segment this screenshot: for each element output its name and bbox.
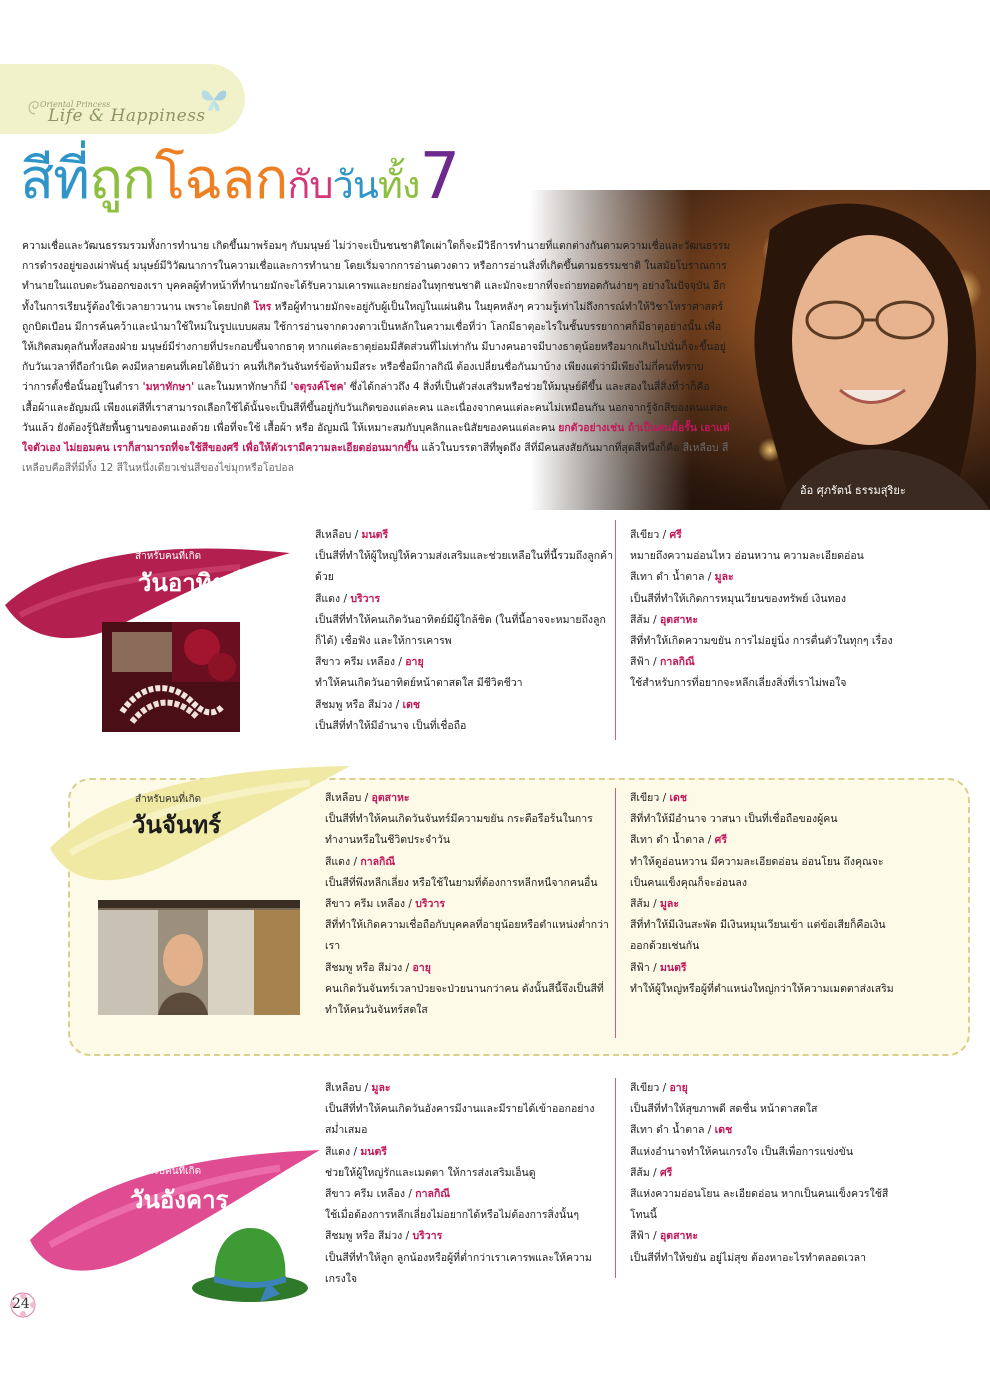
color-description: ใช้สำหรับการที่อยากจะหลีกเลี่ยงสิ่งที่เราไม่พอใจ bbox=[630, 677, 847, 690]
intro-highlight-1: โหร bbox=[253, 300, 272, 313]
color-description: ทำให้คนเกิดวันอาทิตย์หน้าตาสดใส มีชีวิตชีวา bbox=[315, 677, 523, 690]
color-entry: สีฟ้า / อุตสาหะ bbox=[630, 1230, 698, 1243]
keyword: มนตรี bbox=[360, 1145, 387, 1158]
keyword: เดช bbox=[669, 792, 687, 804]
color-entry: สีขาว ครีม เหลือง / บริวาร bbox=[325, 898, 445, 911]
keyword: มูละ bbox=[714, 571, 734, 584]
keyword: มูละ bbox=[659, 898, 679, 911]
color-description: ทำให้ผู้ใหญ่หรือผู้ที่ตำแหน่งใหญ่กว่าให้ความเมตตาส่งเสริม bbox=[630, 982, 894, 995]
color-description: คนเกิดวันจันทร์เวลาป่วยจะป่วยนานกว่าคน ดังนั้นสีนี้จึงเป็นสีที่ทำให้คนวันจันทร์สดใส bbox=[325, 982, 604, 1017]
tuesday-left-column bbox=[325, 1078, 615, 1290]
keyword: บริวาร bbox=[415, 898, 445, 911]
color-entry: สีเขียว / เดช bbox=[630, 792, 687, 804]
color-description: เป็นสีที่ทำให้คนเกิดวันอาทิตย์มีผู้ใกล้ชิด (ในที่นี้อาจจะหมายถึงลูกก็ได้) เชื่อฟัง และให้การเคารพ bbox=[315, 613, 606, 648]
color-description: ใช้เมื่อต้องการหลีกเลี่ยงไม่อยากได้หรือไม่ต้องการสิ่งนั้นๆ bbox=[325, 1209, 579, 1222]
intro-highlight-3: 'จตุรงค์โชค' bbox=[290, 381, 347, 394]
color-description: เป็นสีที่ทำให้ผู้ใหญ่ให้ความส่งเสริมและช่วยเหลือในที่นี้รวมถึงลูกค้าด้วย bbox=[315, 550, 613, 584]
color-entry: สีเขียว / ศรี bbox=[630, 529, 682, 541]
intro-text-5: แล้วในบรรดาสีที่พูดถึง สีที่มีคนสงสัยกันมากที่สุดสีหนึ่งก็คือ bbox=[418, 442, 683, 455]
color-entry: สีชมพู หรือ สีม่วง / บริวาร bbox=[325, 1230, 443, 1243]
color-description: สีที่ทำให้เกิดความเชื่อถือกับบุคคลที่อายุน้อยหรือตำแหน่งต่ำกว่าเรา bbox=[325, 919, 609, 953]
article-title bbox=[20, 140, 459, 215]
butterfly-icon bbox=[198, 86, 230, 114]
color-entry: สีขาว ครีม เหลือง / อายุ bbox=[315, 656, 424, 669]
sunday-label: วันอาทิตย์ bbox=[138, 569, 242, 597]
sunday-label-small: สำหรับคนที่เกิด bbox=[135, 551, 202, 562]
keyword: กาลกิณี bbox=[415, 1188, 451, 1201]
color-description: สีแห่งอำนาจทำให้คนเกรงใจ เป็นสีเพื่อการแข่งขัน bbox=[630, 1145, 854, 1158]
keyword: เดช bbox=[402, 698, 421, 711]
monday-label-small: สำหรับคนที่เกิด bbox=[135, 794, 202, 805]
brand-small-text: Oriental Princess bbox=[40, 100, 111, 109]
color-description: สีที่ทำให้เกิดความขยัน การไม่อยู่นิ่ง การตื่นตัวในทุกๆ เรื่อง bbox=[630, 635, 893, 648]
tuesday-label-small: สำหรับคนที่เกิด bbox=[135, 1166, 202, 1177]
title-part-7: 7 bbox=[419, 140, 460, 214]
color-description: เป็นสีที่ทำให้สุขภาพดี สดชื่น หน้าตาสดใส bbox=[630, 1103, 818, 1116]
keyword: ศรี bbox=[659, 1166, 673, 1179]
keyword: เดช bbox=[714, 1124, 733, 1137]
color-name: สีส้ม bbox=[630, 613, 650, 626]
color-name: สีแดง bbox=[325, 1145, 351, 1158]
color-description: เป็นสีที่ทำให้คนเกิดวันอังคารมีงานและมีรายได้เข้าออกอย่างสม่ำเสมอ bbox=[325, 1103, 595, 1137]
intro-highlight-4: ยกตัวอย่างเช่น ถ้าเป็นคนดื้อรั้น เอาแต่ใจตัวเอง ไม่ยอมคน เราก็สามารถที่จะใช้สีของศรี เพื่อให้ตัวเรามีความละเอียดอ่อนมากขึ้น bbox=[22, 421, 730, 455]
color-name: สีเขียว bbox=[630, 1082, 660, 1094]
color-entry: สีฟ้า / มนตรี bbox=[630, 961, 687, 974]
color-entry: สีเทา ดำ น้ำตาล / มูละ bbox=[630, 571, 734, 584]
color-name: สีเขียว bbox=[630, 792, 660, 804]
keyword: อายุ bbox=[405, 656, 424, 669]
color-description: เป็นสีที่ทำให้ขยัน อยู่ไม่สุข ต้องหาอะไรทำตลอดเวลา bbox=[630, 1251, 867, 1264]
keyword: มูละ bbox=[371, 1082, 391, 1094]
title-part-2: ถูก bbox=[89, 147, 155, 212]
color-description: เป็นสีที่ทำให้มีอำนาจ เป็นที่เชื่อถือ bbox=[315, 719, 467, 732]
clothes-rack-image bbox=[98, 900, 300, 1015]
keyword: มนตรี bbox=[361, 529, 389, 541]
monday-left-column bbox=[325, 788, 615, 1021]
color-name: สีเทา ดำ น้ำตาล bbox=[630, 834, 705, 847]
color-description: สีที่ทำให้มีอำนาจ วาสนา เป็นที่เชื่อถือของผู้คน bbox=[630, 813, 838, 826]
intro-highlight-2: 'มหาทักษา' bbox=[142, 381, 195, 394]
title-part-3: โฉลก bbox=[154, 147, 288, 212]
color-name: สีเทา ดำ น้ำตาล bbox=[630, 571, 705, 584]
color-description: สีแห่งความอ่อนโยน ละเอียดอ่อน หากเป็นคนแข็งควรใช้สีโทนนี้ bbox=[630, 1188, 889, 1222]
color-description: เป็นสีที่ทำให้ลูก ลูกน้องหรือผู้ที่ต่ำกว่าเราเคารพและให้ความเกรงใจ bbox=[325, 1251, 592, 1285]
color-description: เป็นสีที่พึงหลีกเลี่ยง หรือใช้ในยามที่ต้องการหลีกหนีจากคนอื่น bbox=[325, 876, 598, 889]
tuesday-label: วันอังคาร bbox=[130, 1186, 229, 1214]
keyword: อุตสาหะ bbox=[659, 1230, 698, 1243]
color-name: สีเขียว bbox=[630, 529, 660, 541]
column-divider bbox=[615, 520, 616, 740]
intro-text-1: ความเชื่อและวัฒนธรรมรวมทั้งการทำนาย เกิดขึ้นมาพร้อมๆ กับมนุษย์ ไม่ว่าจะเป็นชนชาติใดเผ่าใดก็จะมีวิธีการทำนายที่แตกต่างกันตามความเชื่อและวัฒนธรรมการดำรงอยู่ของเผ่าพันธุ์ มนุษย์มีวิวัฒนาการในความเชื่อและการทำนาย โดยเริ่มจากการอ่านดวงดาว หรือการอ่านสิ่งที่เกิดขึ้นตามธรรมชาติ ในสมัยโบราณการทำนายในแถบตะวันออกของเรา บุคคลผู้ทำหน้าที่ทำนายมักจะได้รับความเคารพและยกย่องในทุกชนชาติ และมักจะยากที่จะถ่ายทอดกันง่ายๆ อย่างในปัจจุบัน อีกทั้งในการเรียนรู้ต้องใช้เวลายาวนาน เพราะโดยปกติ bbox=[22, 240, 731, 313]
column-divider bbox=[615, 1078, 616, 1278]
keyword: อุตสาหะ bbox=[659, 613, 698, 626]
photo-caption: อ้อ ศุภรัตน์ ธรรมสุริยะ bbox=[800, 484, 906, 497]
color-name: สีชมพู หรือ สีม่วง bbox=[325, 961, 403, 974]
keyword: กาลกิณี bbox=[659, 656, 695, 669]
title-part-1: สีที่ bbox=[20, 147, 90, 212]
color-name: สีเทา ดำ น้ำตาล bbox=[630, 1124, 705, 1137]
color-name: สีเหลือบ bbox=[325, 1082, 362, 1094]
color-name: สีขาว ครีม เหลือง bbox=[325, 898, 406, 911]
monday-label: วันจันทร์ bbox=[132, 811, 222, 839]
page-number: 24 bbox=[12, 1296, 30, 1312]
color-name: สีเหลือบ bbox=[315, 529, 352, 541]
color-name: สีชมพู หรือ สีม่วง bbox=[325, 1230, 403, 1243]
color-entry: สีชมพู หรือ สีม่วง / อายุ bbox=[325, 961, 431, 974]
keyword: ศรี bbox=[714, 834, 727, 847]
title-part-6: ทั้ง bbox=[377, 163, 420, 207]
color-name: สีแดง bbox=[325, 855, 351, 868]
intro-grey-note: สีเหลือบ สีเหลือบคือสีที่มีทั้ง 12 สีในหนึ่งเดียวเช่นสีของไข่มุกหรือโอปอล bbox=[22, 442, 729, 475]
color-entry: สีฟ้า / กาลกิณี bbox=[630, 656, 695, 669]
color-entry: สีเทา ดำ น้ำตาล / เดช bbox=[630, 1124, 733, 1137]
color-name: สีฟ้า bbox=[630, 961, 650, 974]
keyword: กาลกิณี bbox=[360, 855, 396, 868]
intro-paragraph bbox=[22, 236, 732, 478]
intro-text-3: และในมหาทักษาก็มี bbox=[194, 381, 291, 394]
color-entry: สีขาว ครีม เหลือง / กาลกิณี bbox=[325, 1188, 451, 1201]
monday-right-column bbox=[630, 788, 900, 1000]
keyword: ศรี bbox=[669, 529, 682, 541]
color-name: สีขาว ครีม เหลือง bbox=[315, 656, 396, 669]
keyword: มนตรี bbox=[659, 961, 687, 974]
color-name: สีส้ม bbox=[630, 1166, 650, 1179]
tuesday-right-column bbox=[630, 1078, 900, 1269]
color-entry: สีแดง / บริวาร bbox=[315, 592, 381, 605]
intro-text-4: ซึ่งได้กล่าวถึง 4 สิ่งที่เป็นตัวส่งเสริมหรือช่วยให้มนุษย์ดีขึ้น และสองในสี่สิ่งที่ว่าก็คือ เสื้อผ้าและอัญมณี เพียงแต่สีที่เราสามารถเลือกใช้ได้นั้นจะเป็นสีที่ขึ้นอยู่กับวันเกิดของแต่ละคน และเนื่องจากคนแต่ละคนไม่เหมือนกัน นอกจากรู้จักสีของคนแต่ละวันแล้ว ยังต้องรู้นิสัยพื้นฐานของตนเองด้วย เพื่อที่จะใช้ เสื้อผ้า หรือ อัญมณี ให้เหมาะสมกับบุคลิกและนิสัยของคนแต่ละคน bbox=[22, 381, 729, 434]
color-name: สีแดง bbox=[315, 592, 341, 605]
keyword: บริวาร bbox=[350, 592, 381, 605]
color-entry: สีเหลือบ / มูละ bbox=[325, 1082, 391, 1094]
color-name: สีขาว ครีม เหลือง bbox=[325, 1188, 406, 1201]
keyword: อายุ bbox=[412, 961, 431, 974]
color-entry: สีส้ม / มูละ bbox=[630, 898, 679, 911]
keyword: อุตสาหะ bbox=[371, 792, 410, 804]
keyword: บริวาร bbox=[412, 1230, 443, 1243]
color-entry: สีเขียว / อายุ bbox=[630, 1082, 688, 1094]
title-part-4: กับ bbox=[287, 163, 333, 207]
column-divider bbox=[615, 788, 616, 1038]
color-entry: สีเหลือบ / มนตรี bbox=[315, 529, 389, 541]
sunday-left-column bbox=[315, 525, 615, 737]
color-entry: สีเทา ดำ น้ำตาล / ศรี bbox=[630, 834, 727, 847]
color-entry: สีแดง / กาลกิณี bbox=[325, 855, 396, 868]
green-hat-image bbox=[190, 1218, 310, 1306]
color-name: สีฟ้า bbox=[630, 656, 650, 669]
sunday-right-column bbox=[630, 525, 900, 695]
title-part-5: วัน bbox=[332, 163, 378, 207]
color-entry: สีแดง / มนตรี bbox=[325, 1145, 387, 1158]
color-entry: สีชมพู หรือ สีม่วง / เดช bbox=[315, 698, 421, 711]
color-name: สีส้ม bbox=[630, 898, 650, 911]
color-entry: สีเหลือบ / อุตสาหะ bbox=[325, 792, 410, 804]
pearl-necklace-image bbox=[102, 622, 240, 732]
color-description: เป็นสีที่ทำให้เกิดการหมุนเวียนของทรัพย์ เงินทอง bbox=[630, 592, 846, 605]
intro-text-2: หรือผู้ทำนายมักจะอยู่กับผู้เป็นใหญ่ในแผ่นดิน ในยุคหลังๆ ความรู้เท่าไม่ถึงการณ์ทำให้วิชาโหราศาสตร์ถูกบิดเบือน มีการค้นคว้าและนำมาใช้ใหม่ในรูปแบบผสม ใช้การอ่านจากดวงดาวเป็นหลักในความเชื่อที่ว่า โลกมีธาตุอะไรในชั้นบรรยากาศก็มีธาตุอย่างนั้น เพื่อให้เกิดสมดุลกันทั้งสองฝ่าย มนุษย์มีร่างกายที่ประกอบขึ้นจากธาตุ หากแต่ละธาตุย่อมมีสัดส่วนที่ไม่เท่ากัน มีบางคนอาจมีบางธาตุน้อยหรือมากเกินไปนั่นก็จะขึ้นอยู่กับวันเวลาที่ถือกำเนิด คงมีหลายคนที่เคยได้ยินว่า คนที่เกิดวันจันทร์ข้อห้ามมีสระ หรือชื่อมีกาลกิณี ต้องเปลี่ยนชื่อกันมาบ้าง เพียงแต่ว่ามีเพียงไม่กี่คนที่ทราบว่าการตั้งชื่อนั้นอยู่ในตำรา bbox=[22, 300, 726, 394]
color-description: ช่วยให้ผู้ใหญ่รักและเมตตา ให้การส่งเสริมเอ็นดู bbox=[325, 1166, 536, 1179]
color-entry: สีส้ม / ศรี bbox=[630, 1166, 673, 1179]
color-description: เป็นสีที่ทำให้คนเกิดวันจันทร์มีความขยัน กระตือรือร้นในการทำงานหรือในชีวิตประจำวัน bbox=[325, 813, 593, 847]
color-description: สีที่ทำให้มีเงินสะพัด มีเงินหมุนเวียนเข้า แต่ข้อเสียก็คือเงินออกด้วยเช่นกัน bbox=[630, 919, 886, 953]
color-name: สีชมพู หรือ สีม่วง bbox=[315, 698, 393, 711]
color-entry: สีส้ม / อุตสาหะ bbox=[630, 613, 698, 626]
color-name: สีฟ้า bbox=[630, 1230, 650, 1243]
brand-name: Life & Happiness bbox=[48, 106, 206, 126]
color-description: ทำให้ดูอ่อนหวาน มีความละเอียดอ่อน อ่อนโยน ถึงคุณจะเป็นคนแข็งคุณก็จะอ่อนลง bbox=[630, 855, 884, 889]
color-description: หมายถึงความอ่อนไหว อ่อนหวาน ความละเอียดอ่อน bbox=[630, 550, 864, 563]
color-name: สีเหลือบ bbox=[325, 792, 362, 804]
keyword: อายุ bbox=[669, 1082, 688, 1094]
